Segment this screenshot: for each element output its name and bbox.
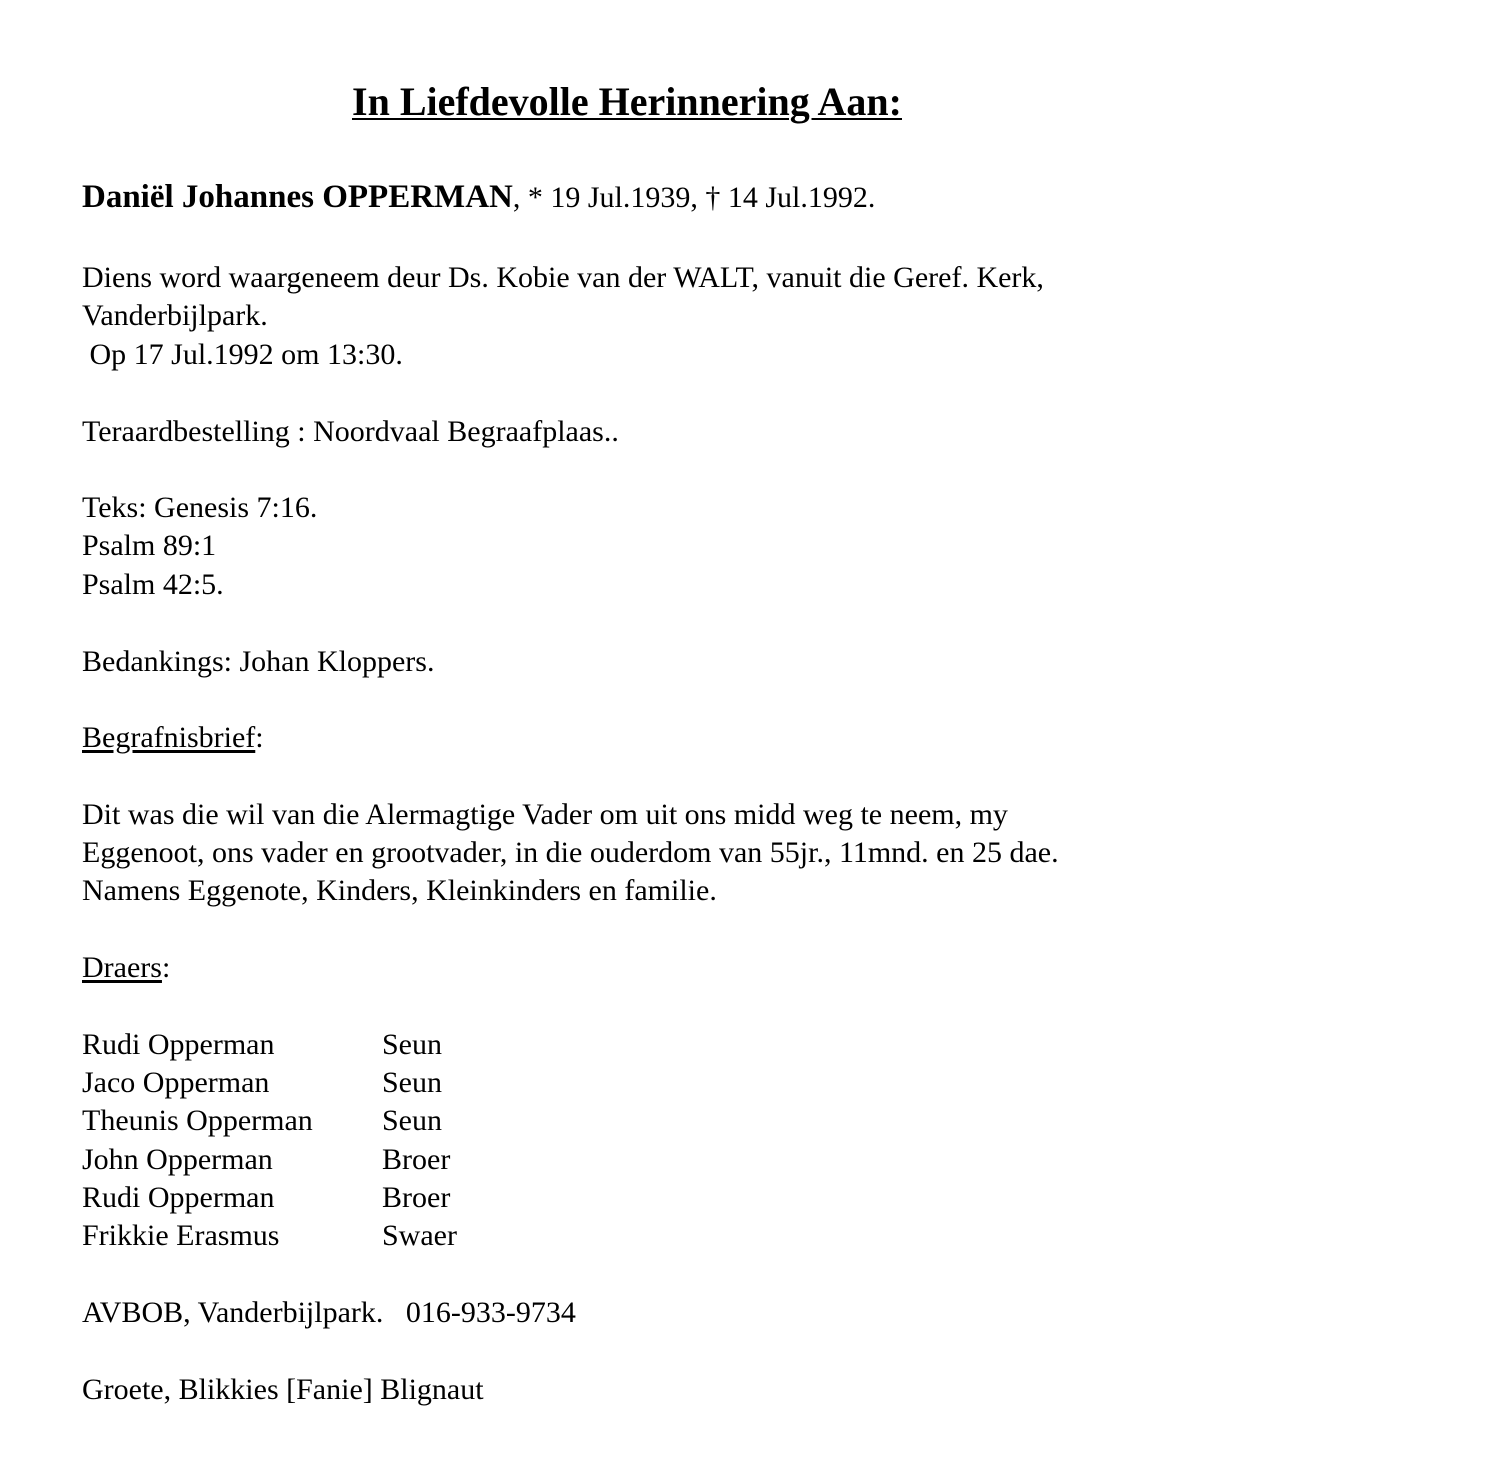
service-line-2: Vanderbijlpark. xyxy=(82,299,268,332)
bearer-name: Rudi Opperman xyxy=(82,1181,275,1214)
bearer-name: Theunis Opperman xyxy=(82,1104,313,1137)
bearer-row xyxy=(82,1026,442,1064)
bearer-name: Rudi Opperman xyxy=(82,1028,275,1061)
bearer-relation: Swaer xyxy=(382,1219,457,1252)
bearers-heading xyxy=(82,949,170,987)
deceased-dates: , * 19 Jul.1939, † 14 Jul.1992. xyxy=(512,181,876,214)
service-line-3: Op 17 Jul.1992 om 13:30. xyxy=(82,338,403,371)
bearers-heading-suffix: : xyxy=(161,951,171,984)
deceased-line xyxy=(82,178,875,217)
service-line-1: Diens word waargeneem deur Ds. Kobie van der WALT, vanuit die Geref. Kerk, xyxy=(82,261,1044,294)
closing-line: Groete, Blikkies [Fanie] Blignaut xyxy=(82,1373,484,1406)
bearer-row xyxy=(82,1064,442,1102)
bearer-relation: Seun xyxy=(382,1028,442,1061)
text-line-2: Psalm 89:1 xyxy=(82,529,217,562)
letter-line-3: Namens Eggenote, Kinders, Kleinkinders en familie. xyxy=(82,874,717,907)
bearers-heading-text: Draers xyxy=(82,951,162,984)
burial-line: Teraardbestelling : Noordvaal Begraafplaas.. xyxy=(82,415,619,448)
bearer-name: Jaco Opperman xyxy=(82,1066,270,1099)
letter-heading xyxy=(82,719,264,757)
bearer-name: John Opperman xyxy=(82,1143,273,1176)
thanks-line: Bedankings: Johan Kloppers. xyxy=(82,645,435,678)
bearer-row xyxy=(82,1217,457,1255)
undertaker-line: AVBOB, Vanderbijlpark. 016-933-9734 xyxy=(82,1296,576,1329)
bearer-relation: Seun xyxy=(382,1104,442,1137)
bearer-relation: Broer xyxy=(382,1143,451,1176)
letter-heading-suffix: : xyxy=(255,721,264,754)
bearer-row xyxy=(82,1141,450,1179)
letter-line-2: Eggenoot, ons vader en grootvader, in die ouderdom van 55jr., 11mnd. en 25 dae. xyxy=(82,836,1059,869)
bearer-name: Frikkie Erasmus xyxy=(82,1219,280,1252)
bearer-relation: Seun xyxy=(382,1066,442,1099)
text-line-3: Psalm 42:5. xyxy=(82,568,224,601)
letter-line-1: Dit was die wil van die Alermagtige Vader om uit ons midd weg te neem, my xyxy=(82,798,1008,831)
bearer-relation: Broer xyxy=(382,1181,451,1214)
page-title: In Liefdevolle Herinnering Aan: xyxy=(352,79,902,124)
bearer-row xyxy=(82,1102,442,1140)
text-line-1: Teks: Genesis 7:16. xyxy=(82,491,318,524)
bearer-row xyxy=(82,1179,450,1217)
letter-heading-text: Begrafnisbrief xyxy=(82,721,256,754)
deceased-name: Daniël Johannes OPPERMAN xyxy=(82,179,513,215)
